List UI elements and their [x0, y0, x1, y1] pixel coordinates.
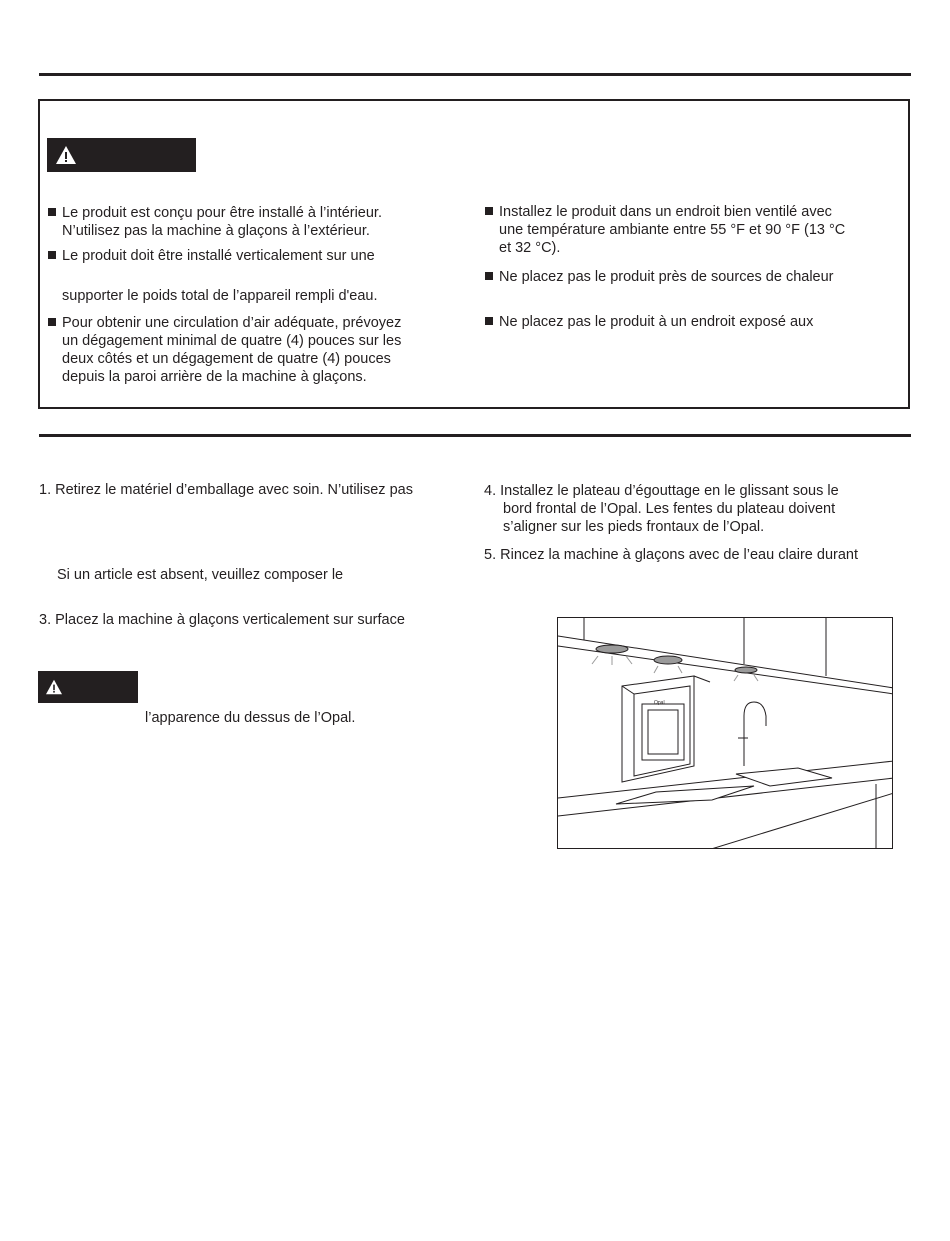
bullet-icon — [48, 318, 56, 326]
bullet-icon — [48, 208, 56, 216]
step-4-line-1: 4. Installez le plateau d’égouttage en le glissant sous le — [484, 483, 839, 499]
installation-illustration — [557, 617, 893, 849]
bullet-item-cont: supporter le poids total de l’appareil rempli d'eau. — [62, 288, 378, 304]
bullet-item: Ne placez pas le produit à un endroit exposé aux — [499, 313, 813, 331]
bullet-item-cont: deux côtés et un dégagement de quatre (4) pouces — [62, 351, 391, 367]
warning-badge — [47, 138, 196, 172]
step-4-line-3: s’aligner sur les pieds frontaux de l’Opal. — [503, 519, 765, 535]
top-rule — [39, 73, 911, 76]
warning-triangle-icon — [55, 145, 77, 165]
bullet-item-cont: une température ambiante entre 55 °F et 90 °F (13 °C — [499, 222, 846, 238]
bullet-item: Le produit est conçu pour être installé à l’intérieur. — [62, 204, 382, 222]
bullet-icon — [485, 317, 493, 325]
bullet-item-cont: un dégagement minimal de quatre (4) pouces sur les — [62, 333, 402, 349]
step-4-line-2: bord frontal de l’Opal. Les fentes du plateau doivent — [503, 501, 836, 517]
step-5-text: 5. Rincez la machine à glaçons avec de l’eau claire durant — [484, 547, 858, 563]
bullet-item: Pour obtenir une circulation d’air adéquate, prévoyez — [62, 314, 401, 332]
bullet-item: Ne placez pas le produit près de sources de chaleur — [499, 268, 834, 286]
caution-text: l’apparence du dessus de l’Opal. — [145, 710, 356, 726]
section-rule — [39, 434, 911, 437]
appliance-brand-label: Opal — [654, 700, 665, 706]
caution-badge — [38, 671, 138, 703]
bullet-item: Installez le produit dans un endroit bien ventilé avec — [499, 203, 832, 221]
bullet-icon — [485, 272, 493, 280]
bullet-item-cont: depuis la paroi arrière de la machine à glaçons. — [62, 369, 367, 385]
kitchen-scene-drawing — [558, 618, 893, 849]
bullet-icon — [48, 251, 56, 259]
warning-triangle-icon — [45, 679, 63, 695]
bullet-item-cont: et 32 °C). — [499, 240, 561, 256]
bullet-item-cont: N’utilisez pas la machine à glaçons à l’extérieur. — [62, 223, 370, 239]
step-3-text: 3. Placez la machine à glaçons verticalement sur surface — [39, 612, 405, 628]
step-1-text: 1. Retirez le matériel d’emballage avec soin. N’utilisez pas — [39, 482, 413, 498]
missing-item-text: Si un article est absent, veuillez composer le — [57, 567, 344, 583]
bullet-item: Le produit doit être installé verticalement sur une — [62, 247, 375, 265]
bullet-icon — [485, 207, 493, 215]
